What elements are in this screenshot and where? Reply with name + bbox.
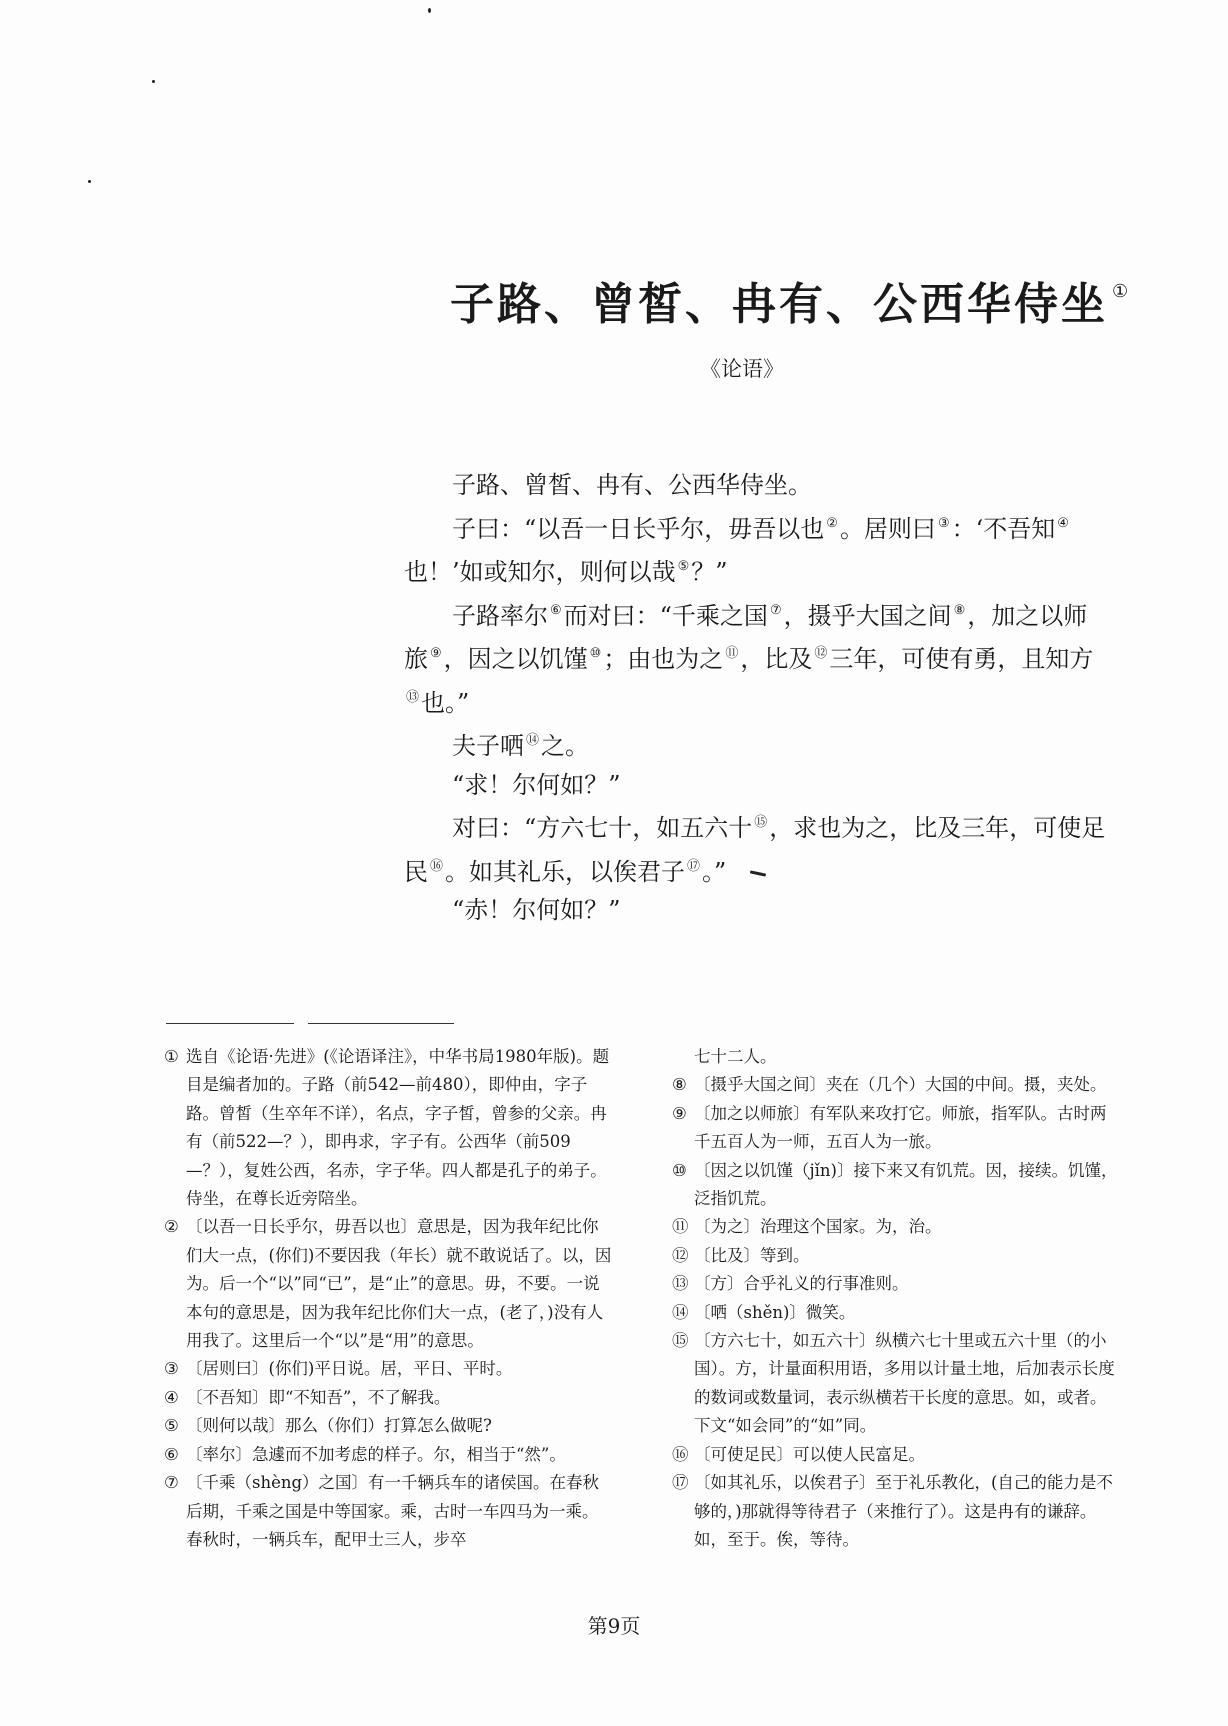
footnote-ref: ④ (1057, 515, 1069, 531)
footnote-ref: ⑥ (550, 602, 562, 618)
footnote-text: 〔则何以哉〕那么（你们）打算怎么做呢? (186, 1416, 492, 1436)
footnote (672, 1100, 1120, 1157)
footnote-text: 〔比及〕等到。 (694, 1245, 810, 1265)
scan-speck (88, 180, 91, 183)
footnote-mark: ① (164, 1047, 179, 1066)
footnote-text: 〔摄乎大国之间〕夹在（几个）大国的中间。摄，夹处。 (694, 1075, 1107, 1095)
body-text-run: ；由也为之 (603, 645, 724, 673)
footnote-text: 〔方六七十，如五六十〕纵横六七十里或五六十里（的小国）。方，计量面积用语，多用以计量土地，后加表示长度的数词或数量词，表示纵横若干长度的意思。如，或者。下文“如会同”的“如”同。 (694, 1331, 1115, 1436)
footnote-mark: ④ (164, 1387, 179, 1407)
footnote-ref: ⑪ (725, 646, 739, 661)
footnote-ref: ⑤ (677, 559, 690, 574)
footnote-mark: ③ (164, 1359, 179, 1379)
main-text (404, 466, 1109, 930)
footnote (672, 1157, 1120, 1214)
footnote-mark: ⑦ (164, 1473, 179, 1493)
footnote-text: 〔不吾知〕即“不知吾”，不了解我。 (186, 1387, 451, 1407)
body-text-run: 对曰：“方六七十，如五六十 (452, 814, 753, 842)
footnote (164, 1213, 612, 1355)
body-text-run: 子路、曾皙、冉有、公西华侍坐。 (452, 471, 812, 499)
footnote-ref: ③ (937, 515, 950, 531)
footnote (164, 1412, 612, 1440)
title-footnote-mark: ① (1112, 281, 1132, 302)
footnote (672, 1299, 1120, 1327)
footnote-divider (166, 1023, 294, 1024)
footnote (164, 1355, 612, 1383)
body-paragraph (404, 891, 1109, 930)
footnote-text: 〔如其礼乐，以俟君子〕至于礼乐教化，(自己的能力是不够的，)那就得等待君子（来推行了）。这是冉有的谦辞。如，至于。俟，等待。 (694, 1473, 1113, 1549)
footnote-divider (308, 1023, 454, 1024)
scan-speck (152, 80, 155, 83)
footnote-text: 〔方〕合乎礼义的行事准则。 (694, 1274, 909, 1294)
footnote-ref: ⑯ (430, 858, 444, 874)
body-text-run: 。” (702, 857, 727, 886)
body-text-run: 夫子哂 (452, 732, 524, 760)
footnote-ref: ⑨ (430, 646, 442, 661)
title-text: 子路、曾皙、冉有、公西华侍坐 (450, 279, 1108, 330)
body-text-run: 。如其礼乐，以俟君子 (445, 857, 686, 886)
footnote (672, 1327, 1120, 1441)
body-text-run: 子路率尔 (452, 601, 548, 630)
footnote-ref: ⑬ (406, 689, 420, 705)
footnote-ref: ⑩ (589, 646, 602, 661)
footnote-mark: ⑰ (672, 1473, 689, 1493)
footnote-mark: ⑩ (672, 1160, 687, 1180)
body-text-run: 。居则曰 (839, 514, 936, 543)
footnote-ref: ⑧ (953, 602, 966, 618)
footnote-text: 选自《论语·先进》(《论语译注》，中华书局1980年版)。题目是编者加的。子路（前542—前480），即仲由，字子路。曾皙（生卒年不详），名点，字子皙，曾参的父亲。冉有（前522—？），即冉求，字子有。公西华（前509—？），复姓公西，名赤，字子华。四人都是孔子的弟子。侍坐，在尊长近旁陪坐。 (186, 1047, 610, 1209)
body-text-run: 而对曰：“千乘之国 (563, 601, 768, 630)
body-text-run: 也。” (421, 688, 470, 717)
body-text-run: 三年，可使有勇，且知方 (829, 645, 1094, 673)
body-paragraph (404, 804, 1109, 891)
footnote (672, 1441, 1120, 1469)
body-text-run: “赤！尔何如？” (452, 896, 621, 924)
body-paragraph (404, 766, 1109, 805)
footnote-text: 〔哂（shěn)〕微笑。 (694, 1302, 856, 1322)
body-text-run: ？” (691, 558, 728, 586)
body-paragraph (404, 592, 1109, 723)
body-text-run: 子曰：“以吾一日长乎尔，毋吾以也 (452, 514, 825, 543)
page-number: 第9页 (587, 1614, 641, 1638)
footnote-ref: ⑦ (769, 602, 782, 618)
footnotes-right-column (672, 1043, 1120, 1554)
footnote-mark: ⑬ (672, 1274, 689, 1294)
footnote (672, 1469, 1120, 1554)
body-text-run: ，因之以饥馑 (443, 645, 588, 673)
footnotes-left-column (164, 1043, 612, 1554)
footnote-mark: ⑤ (164, 1416, 179, 1436)
footnote-mark: ⑪ (672, 1217, 689, 1237)
footnote-mark: ⑨ (672, 1103, 687, 1123)
footnote-ref: ⑫ (814, 646, 828, 661)
body-paragraph (404, 466, 1109, 505)
source-attribution: 《论语》 (700, 357, 784, 381)
footnote-mark: ⑧ (672, 1075, 687, 1095)
footnote (164, 1384, 612, 1412)
footnote-mark: ⑮ (672, 1331, 689, 1351)
footnote-text: 〔因之以饥馑（jǐn)〕接下来又有饥荒。因，接续。饥馑，泛指饥荒。 (694, 1160, 1118, 1209)
footnote-mark: ⑥ (164, 1444, 179, 1464)
body-text-run: “求！尔何如？” (452, 770, 621, 799)
footnote-mark: ⑯ (672, 1444, 689, 1464)
body-text-run: ，摄乎大国之间 (783, 601, 952, 630)
footnote (672, 1242, 1120, 1270)
body-paragraph (404, 505, 1109, 592)
footnote-text: 〔可使足民〕可以使人民富足。 (694, 1444, 925, 1464)
scan-speck (428, 8, 431, 13)
footnote-ref: ⑮ (754, 815, 768, 830)
footnote-continuation: 七十二人。 (694, 1047, 777, 1066)
footnote-mark: ⑫ (672, 1245, 689, 1265)
footnote-ref: ⑭ (526, 733, 540, 748)
body-text-run: ：‘不吾知 (951, 514, 1056, 543)
body-paragraph (404, 722, 1109, 766)
body-text-run: 也！’如或知尔，则何以哉 (404, 558, 676, 586)
page-title (450, 268, 1131, 332)
footnote (672, 1213, 1120, 1241)
footnote-ref: ② (826, 515, 838, 531)
footnote (672, 1270, 1120, 1298)
body-text-run: ，比及 (740, 645, 813, 673)
footnote-text: 〔为之〕治理这个国家。为，治。 (694, 1217, 942, 1237)
footnote (164, 1469, 612, 1554)
footnote (672, 1071, 1120, 1099)
footnote-text: 〔率尔〕急遽而不加考虑的样子。尔，相当于“然”。 (186, 1444, 566, 1464)
body-text-run: ，求也为之，比及三年，可使足民 (404, 814, 1106, 886)
footnote-text: 〔千乘（shèng）之国〕有一千辆兵车的诸侯国。在春秋后期，千乘之国是中等国家。乘，古时一车四马为一乘。春秋时，一辆兵车，配甲士三人，步卒 (186, 1473, 600, 1549)
footnote-text: 〔以吾一日长乎尔，毋吾以也〕意思是，因为我年纪比你们大一点，(你们)不要因我（年长）就不敢说话了。以，因为。后一个“以”同“已”，是“止”的意思。毋，不要。一说本句的意思是，因为我年纪比你们大一点，(老了，)没有人用我了。这里后一个“以”是“用”的意思。 (186, 1217, 612, 1351)
footnote (164, 1043, 612, 1213)
footnote-text: 〔加之以师旅〕有军队来攻打它。师旅，指军队。古时两千五百人为一师，五百人为一旅。 (694, 1103, 1107, 1152)
body-text-run: ，加之以师旅 (404, 601, 1088, 673)
footnote-mark: ⑭ (672, 1302, 689, 1322)
footnote (164, 1441, 612, 1469)
footnote-ref: ⑰ (687, 858, 701, 874)
body-text-run: 之。 (541, 732, 590, 760)
footnote-mark: ② (164, 1217, 179, 1237)
footnote-text: 〔居则曰〕(你们)平日说。居，平日、平时。 (186, 1359, 513, 1379)
